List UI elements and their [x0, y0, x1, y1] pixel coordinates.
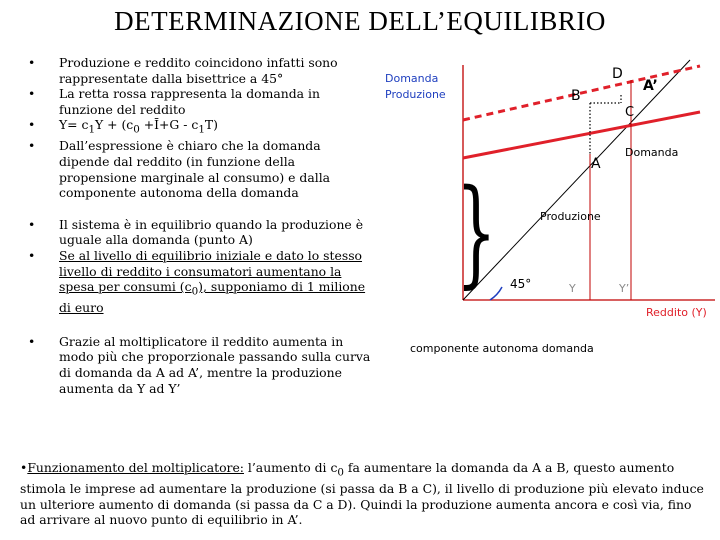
bullet-text: La retta rossa rappresenta la domanda in funzione del reddito [59, 86, 320, 117]
point-C-label: C [625, 105, 635, 120]
autonomous-component-label: componente autonoma domanda [410, 342, 594, 355]
equation-subscript: 1 [88, 123, 96, 136]
autonomous-brace: } [456, 165, 497, 301]
bullet-dot: • [28, 86, 36, 102]
point-D-label: D [612, 66, 623, 82]
bullet-text: Dall’espressione è chiaro che la domanda dipende dal reddito (in funzione della propensione marginale al consumo) e dalla componente autonoma della domanda [59, 138, 331, 201]
bullet-dot: • [28, 117, 36, 133]
underlined-subscript: 0 [191, 285, 199, 298]
production-line-label: Produzione [540, 210, 601, 223]
footer-paragraph [20, 460, 710, 528]
angle-label: 45° [510, 277, 532, 291]
bullet-dot: • [28, 333, 36, 349]
bullet-text: Produzione e reddito coincidono infatti sono rappresentate dalla bisettrice a 45° [59, 55, 338, 86]
demand-line-shifted [463, 66, 700, 120]
equation-part: T) [204, 117, 219, 133]
equation-part: +Ī+G - c [139, 117, 199, 133]
footer-bullet: • [20, 460, 28, 475]
tick-Y-label: Y [569, 282, 576, 295]
bullet-dot: • [28, 138, 36, 154]
demand-curve-label: Domanda [625, 146, 679, 159]
bullet-dot: • [28, 55, 36, 70]
bullet-dot: • [28, 216, 36, 232]
bullet-text: Il sistema è in equilibrio quando la produzione è uguale alla domanda (punto A) [59, 216, 364, 248]
equation-subscript: 0 [133, 123, 140, 136]
footer-heading: Funzionamento del moltiplicatore: [27, 460, 244, 475]
footer-subscript: 0 [337, 466, 344, 479]
point-A-prime-label: A’ [643, 78, 658, 94]
underlined-part: ), supponiamo di 1 milione di euro [59, 279, 366, 316]
equation-subscript: 1 [198, 123, 205, 136]
x-axis-label: Reddito (Y) [646, 306, 707, 319]
equation-part: Y + (c [95, 117, 134, 133]
y-axis-label-produzione: Produzione [385, 88, 446, 101]
bullet-dot: • [28, 248, 36, 263]
tick-Y-prime-label: Y’ [619, 282, 630, 295]
bullet-text: Grazie al moltiplicatore il reddito aumenta in modo più che proporzionale passando sulla curva di domanda da A ad A’, mentre la produzione aumenta da Y ad Y’ [59, 333, 371, 396]
equation-part: Y= c [59, 117, 89, 133]
footer-text: l’aumento di c [243, 460, 338, 475]
underlined-part: Se al livello di equilibrio iniziale e dato lo stesso livello di reddito i consumatori aumentano la spesa per consumi (c [59, 248, 363, 295]
slide-title: DETERMINAZIONE DELL’EQUILIBRIO [114, 6, 606, 36]
point-B-label: B [571, 88, 581, 104]
footer-text: fa aumentare la domanda da A a B, questo aumento stimola le imprese ad aumentare la produzione (si passa da B a C), il livello di produzione più elevato induce un ulteriore aumento di domanda (si passa da C a D). Quindi la produzione aumenta ancora e così via, fino ad arrivare al nuovo punto di equilibrio in A’. [20, 460, 704, 528]
y-axis-label-domanda: Domanda [385, 72, 439, 85]
point-A-label: A [591, 156, 601, 172]
